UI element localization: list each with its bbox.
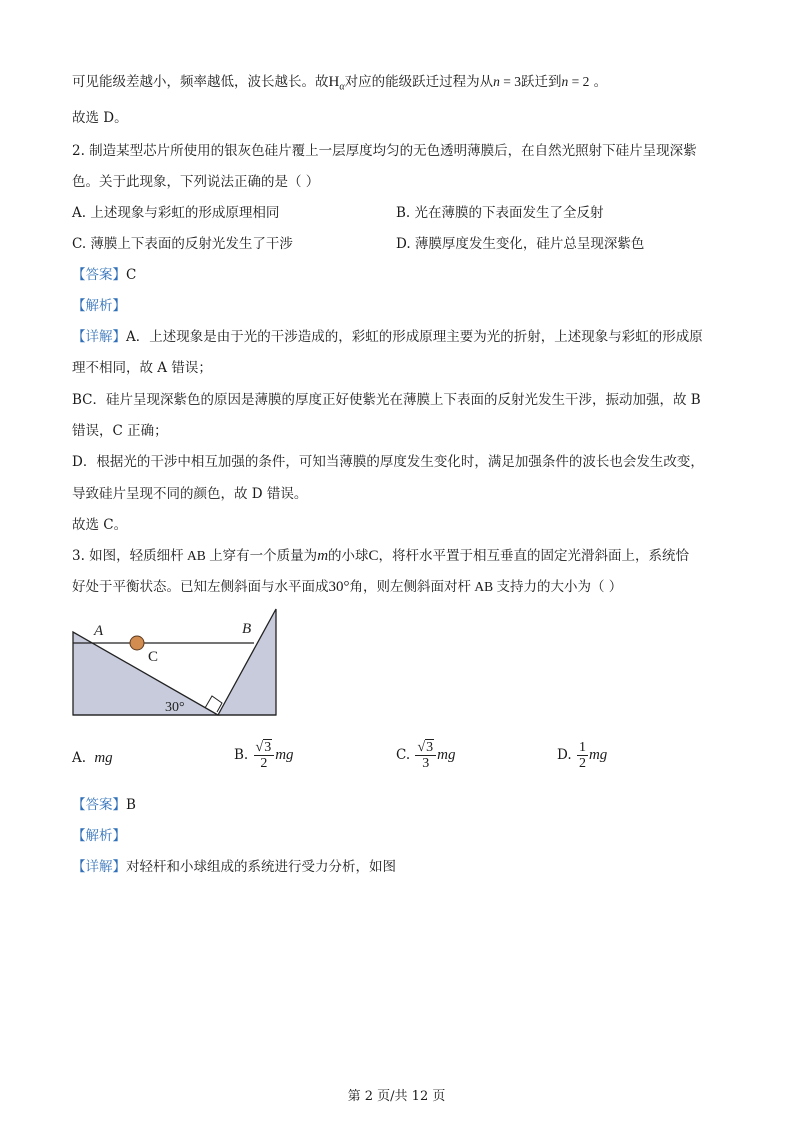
q2-detail-line6: 导致硅片呈现不同的颜色，故 D 错误。 <box>72 486 308 502</box>
q2-option-c: C. 薄膜上下表面的反射光发生了干涉 <box>72 236 293 252</box>
detail-tag: 【详解】 <box>72 859 126 875</box>
label-angle: 30° <box>165 700 185 715</box>
fraction: $\frac{√3}{2}$ <box>254 740 275 771</box>
symbol-H: H <box>328 74 340 90</box>
question-3-stem-line1: 3. 如图，轻质细杆 AB 上穿有一个质量为m的小球C，将杆水平置于相互垂直的固定光滑斜面上，系统恰 <box>72 548 690 564</box>
answer-tag: 【答案】 <box>72 797 126 813</box>
q3-option-b: B. $\frac{√3}{2}$ mg <box>234 740 294 771</box>
q2-detail-line7: 故选 C。 <box>72 517 128 533</box>
q2-option-b: B. 光在薄膜的下表面发生了全反射 <box>396 205 604 221</box>
question-2-stem-line1: 2. 制造某型芯片所使用的银灰色硅片覆上一层厚度均匀的无色透明薄膜后，在自然光照射下硅片呈现深紫 <box>72 143 697 159</box>
q3-answer <box>72 795 136 815</box>
ball-c <box>130 636 144 650</box>
q3-option-a: A. mg <box>72 750 113 766</box>
label-b: B <box>242 621 252 637</box>
q2-detail-line3: BC．硅片呈现深紫色的原因是薄膜的厚度正好使紫光在薄膜上下表面的反射光发生干涉，振动加强，故 B <box>72 392 701 408</box>
answer-tag: 【答案】 <box>72 267 126 283</box>
question-2-stem-line2: 色。关于此现象，下列说法正确的是（ ） <box>72 174 320 190</box>
page-footer: 第 2 页/共 12 页 <box>347 1089 446 1104</box>
q2-analysis-tag: 【解析】 <box>72 298 126 314</box>
q2-option-d: D. 薄膜厚度发生变化，硅片总呈现深紫色 <box>396 236 645 252</box>
q3-detail-line1: 【详解】对轻杆和小球组成的系统进行受力分析，如图 <box>72 859 396 875</box>
answer-value: C <box>126 267 137 283</box>
q2-detail-line5: D．根据光的干涉中相互加强的条件，可知当薄膜的厚度发生变化时，满足加强条件的波长也会发生改变， <box>72 454 704 470</box>
fraction: $\frac{1}{2}$ <box>578 740 586 771</box>
left-slope <box>73 632 218 715</box>
detail-tag: 【详解】 <box>72 329 126 345</box>
q2-option-a: A. 上述现象与彩虹的形成原理相同 <box>72 205 280 221</box>
label-c: C <box>148 649 159 665</box>
text-line-conclusion: 可见能级差越小，频率越低，波长越长。故$H_\alpha$对应的能级跃迁过程为从n = 3跃迁到n = 2 。 <box>72 74 608 93</box>
text-line-choose-d: 故选 D。 <box>72 110 128 126</box>
q2-answer <box>72 265 136 285</box>
inclined-planes-figure <box>70 606 282 720</box>
label-a: A <box>94 623 104 639</box>
question-3-stem-line2: 好处于平衡状态。已知左侧斜面与水平面成30°角，则左侧斜面对杆 AB 支持力的大小为（ ） <box>72 579 623 595</box>
answer-value: B <box>126 797 136 813</box>
q3-option-c: C. $\frac{√3}{3}$ mg <box>396 740 456 771</box>
symbol-alpha: α <box>339 81 345 93</box>
fraction: $\frac{√3}{3}$ <box>415 740 436 771</box>
q2-detail-line4: 错误，C 正确； <box>72 423 168 439</box>
q2-detail-line2: 理不相同，故 A 错误； <box>72 360 212 376</box>
q2-detail-line1: 【详解】A．上述现象是由于光的干涉造成的，彩虹的形成原理主要为光的折射，上述现象与彩虹的形成原 <box>72 329 703 345</box>
q3-analysis-tag: 【解析】 <box>72 828 126 844</box>
q3-option-d: D. $\frac{1}{2}$ mg <box>557 740 608 771</box>
